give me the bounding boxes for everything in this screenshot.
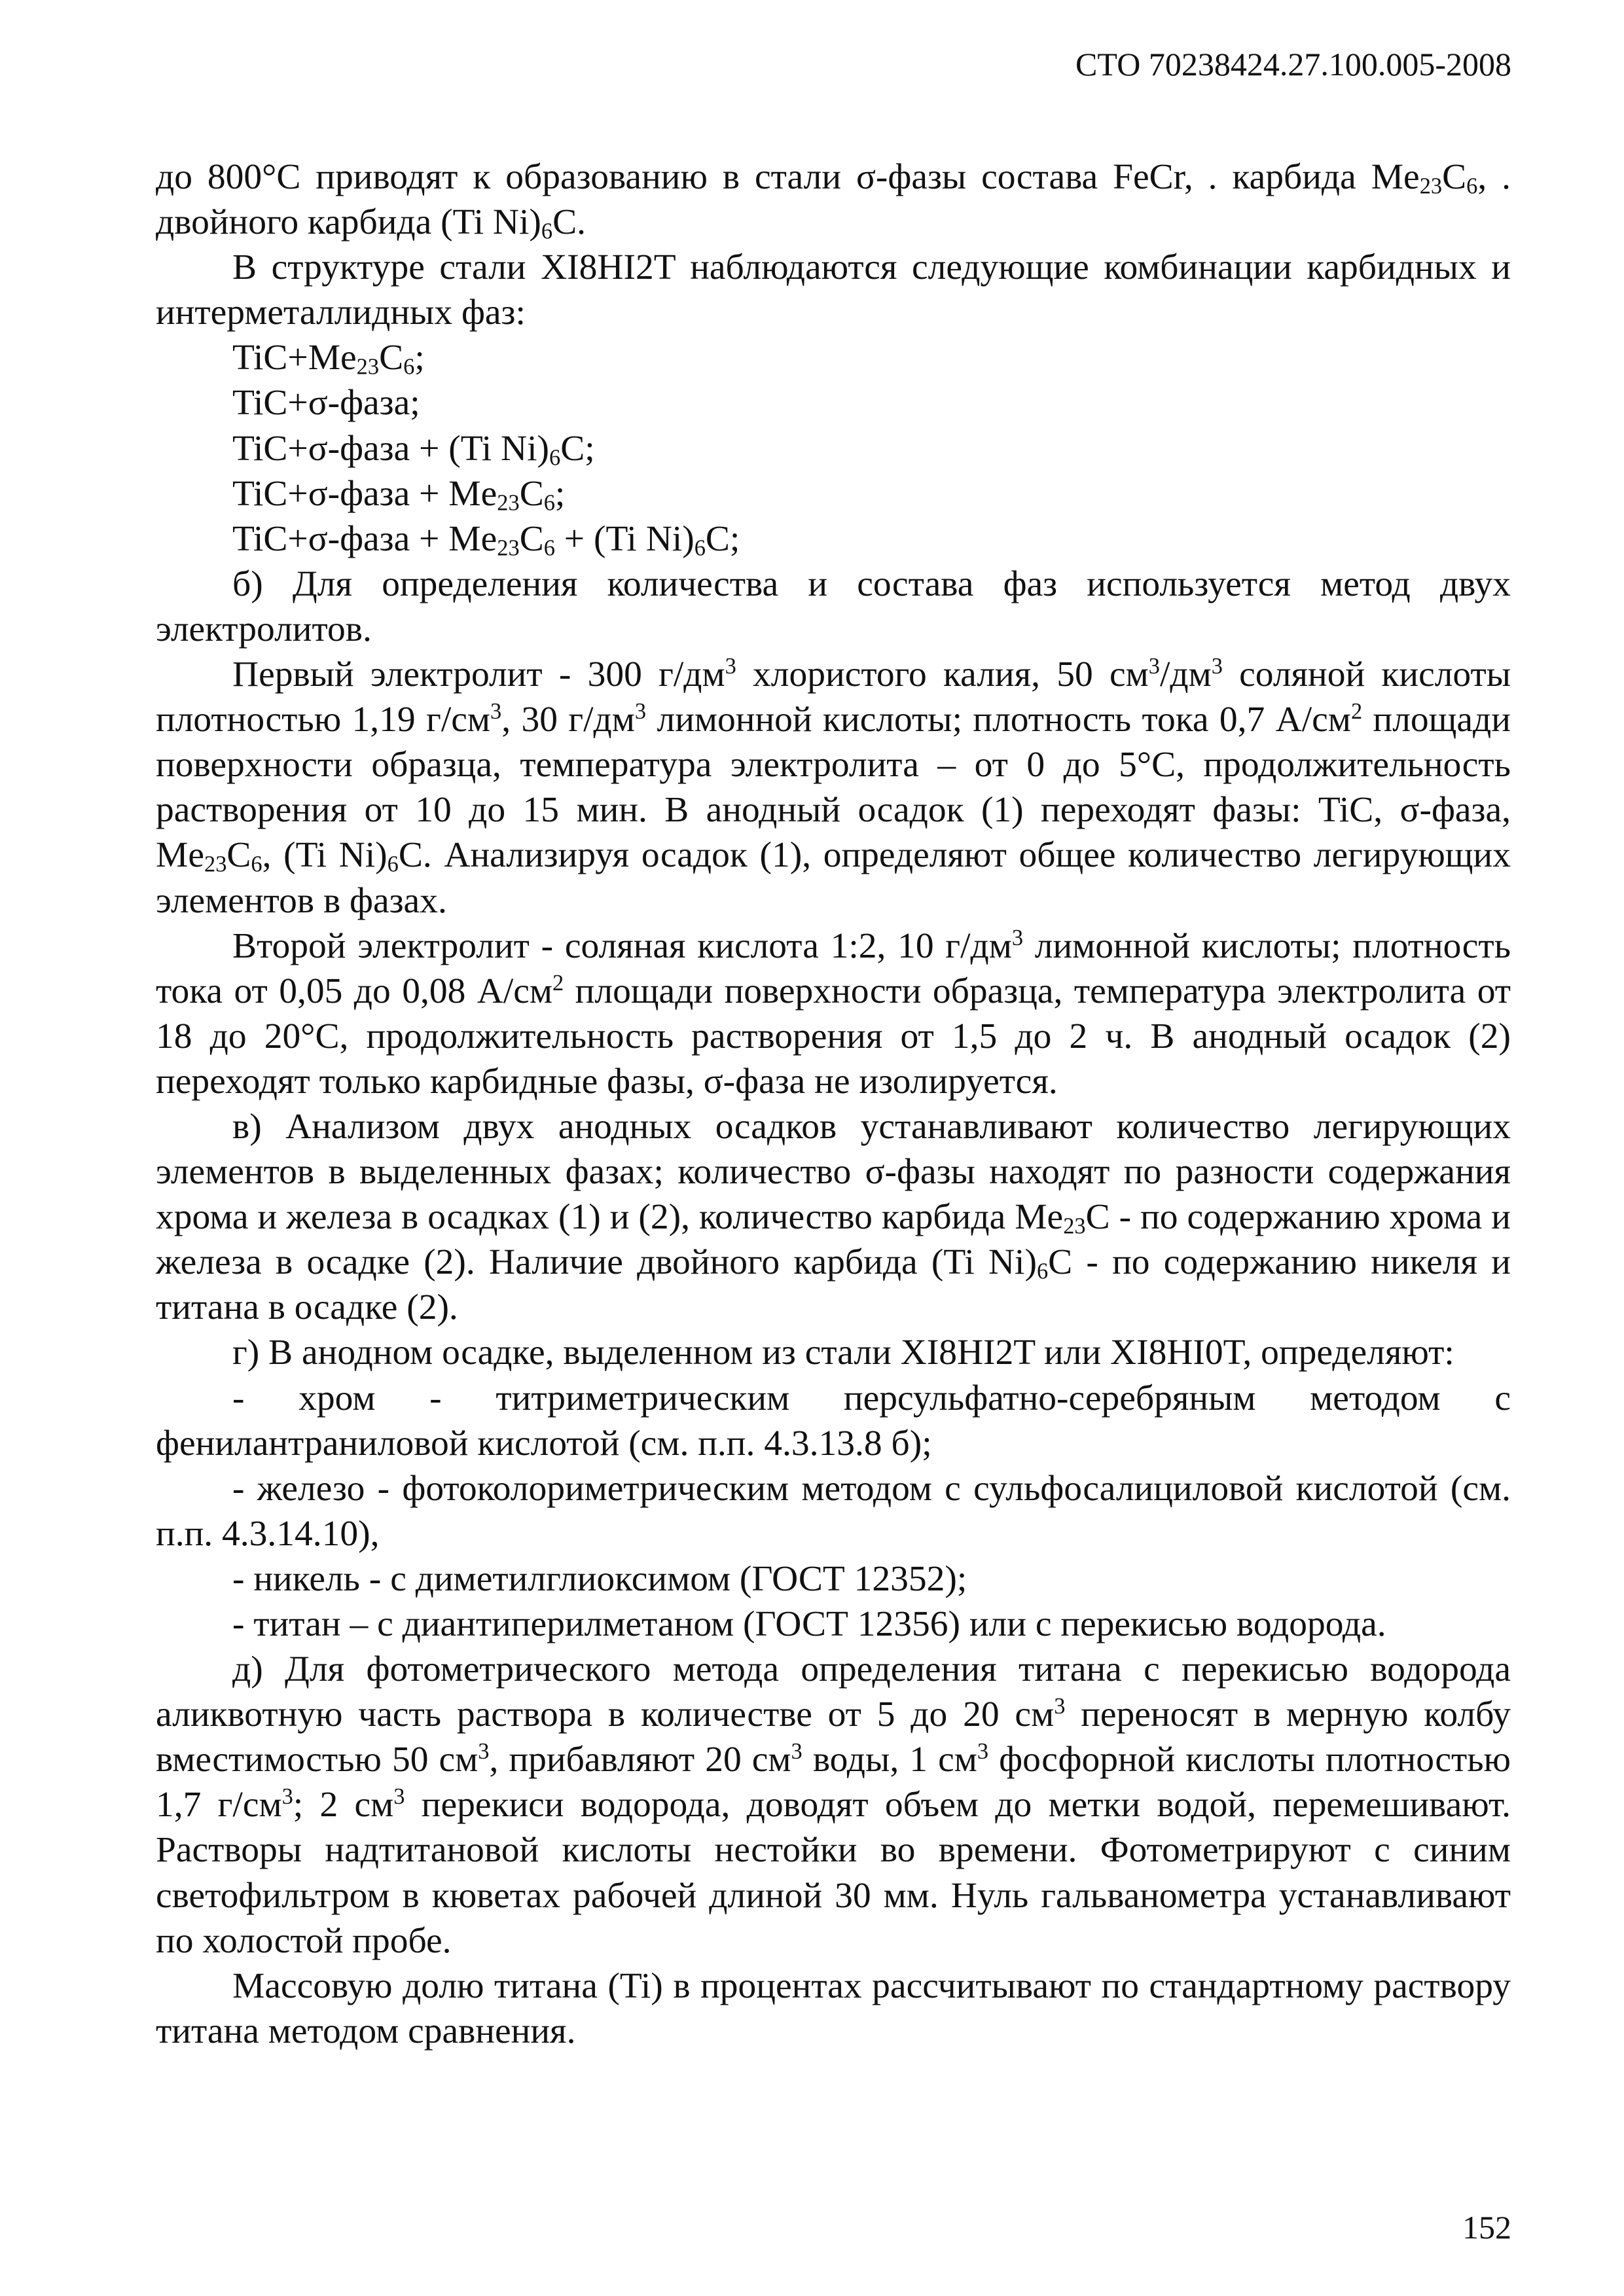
page-number: 152 [1462,2209,1511,2246]
list-item-nickel: - никель - с диметилглиоксимом (ГОСТ 12352); [232,1558,967,1599]
formula-line-3: TiC+σ-фаза + (Ti $Ni)_6C$; [232,428,595,471]
formula-line-2: TiC+σ-фаза; [232,383,420,423]
document-code-header: СТО 70238424.27.100.005-2008 [1075,46,1511,82]
formula-line-1: $TiC+Me_{23}C_6$; [232,338,425,380]
paragraph-sigma-phase-intro: до 800°С приводят к образованию в стали σ-фазы состава FeCr, . карбида $Me_{23}C_6$, . двойного карбида (Ti $Ni)_6C$. [156,157,1511,244]
paragraph-determination-list-intro: г) В анодном осадке, выделенном из стали XI8HI2T или XI8HI0T, определяют: [232,1333,1454,1373]
paragraph-phase-combinations-intro: В структуре стали XI8HI2T наблюдаются следующие комбинации карбидных и интерметаллидных фаз: [156,247,1511,333]
paragraph-two-electrolyte-method: б) Для определения количества и состава фаз используется метод двух электролитов. [156,564,1511,649]
list-item-chromium: - хром - титриметрическим персульфатно-серебряным методом с фенилантраниловой кислотой (см. п.п. 4.3.13.8 б); [156,1378,1511,1463]
paragraph-first-electrolyte: Первый электролит - 300 $г/дм^3$ хлористого калия, 50 $см^3/дм^3$ соляной кислоты плотностью 1,19 $г/см^3$, 30 $г/дм^3$ лимонной кислоты; плотность тока 0,7 $А/см^2$ площади поверхности образца, температура электролита – от 0 до 5°С, продолжительность растворения от 10 до 15 мин. В анодный осадок (1) переходят фазы: TiC, σ-фаза, $Me_{23}C_6$, (Ti $Ni)_6C$. Анализируя осадок (1), определяют общее количество легирующих элементов в фазах. [156,654,1511,921]
document-body [156,154,1511,2054]
formula-line-4: TiC+σ-фаза + $Me_{23}C_6$; [232,473,566,516]
list-item-iron: - железо - фотоколориметрическим методом с сульфосалициловой кислотой (см. п.п. 4.3.14.10), [156,1468,1511,1554]
formula-line-5: TiC+σ-фаза + $Me_{23}C_6 + (Ti$ $Ni)_6C$; [232,518,740,561]
paragraph-deposit-analysis: в) Анализом двух анодных осадков устанавливают количество легирующих элементов в выделенных фазах; количество σ-фазы находят по разности содержания хрома и железа в осадках (1) и (2), количество карбида $Me_{23}C$ - по содержанию хрома и железа в осадке (2). Наличие двойного карбида (Ti $Ni)_6C$ - по содержанию никеля и титана в осадке (2). [156,1106,1511,1328]
paragraph-titanium-mass-fraction: Массовую долю титана (Ti) в процентах рассчитывают по стандартному раствору титана методом сравнения. [156,1965,1511,2051]
list-item-titanium: - титан – с диантиперилметаном (ГОСТ 12356) или с перекисью водорода. [232,1604,1386,1644]
paragraph-second-electrolyte: Второй электролит - соляная кислота 1:2, 10 $г/дм^3$ лимонной кислоты; плотность тока от 0,05 до 0,08 $А/см^2$ площади поверхности образца, температура электролита от 18 до 20°С, продолжительность растворения от 1,5 до 2 ч. В анодный осадок (2) переходят только карбидные фазы, σ-фаза не изолируется. [156,925,1511,1102]
paragraph-photometric-method: д) Для фотометрического метода определения титана с перекисью водорода аликвотную часть раствора в количестве от 5 до 20 $см^3$ переносят в мерную колбу вместимостью 50 $см^3$, прибавляют 20 $см^3$ воды, 1 $см^3$ фосфорной кислоты плотностью 1,7 $г/см^3$; 2 $см^3$ перекиси водорода, доводят объем до метки водой, перемешивают. Растворы надтитановой кислоты нестойки во времени. Фотометрируют с синим светофильтром в кюветах рабочей длиной 30 мм. Нуль гальванометра устанавливают по холостой пробе. [156,1649,1511,1961]
